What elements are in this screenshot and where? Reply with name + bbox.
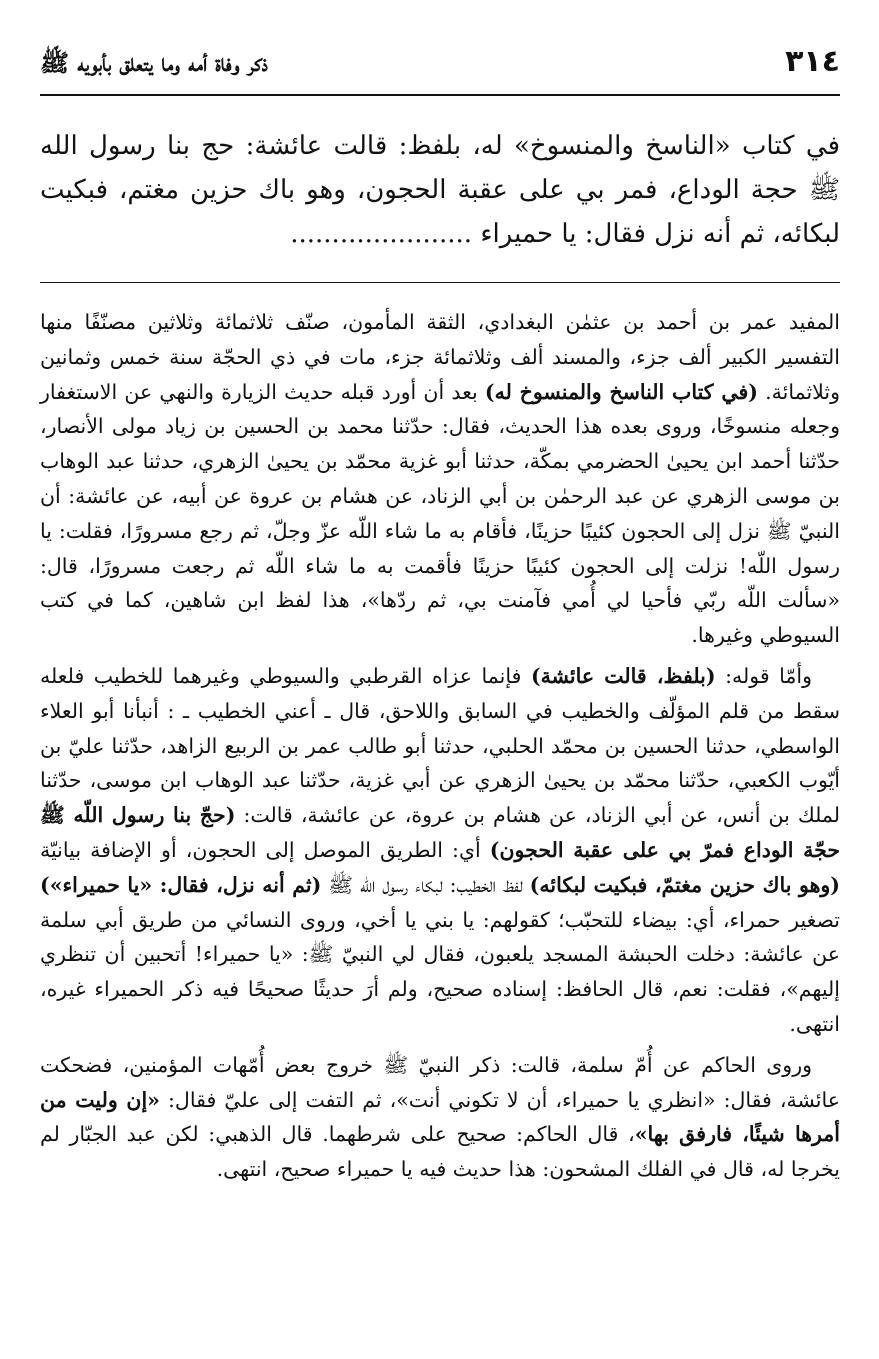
text-run: وأمّا قوله:: [715, 663, 813, 688]
running-title: ذكر وفاة أمه وما يتعلق بأبويه ﷺ: [40, 48, 268, 77]
book-page: [40, 44, 840, 1193]
text-run: ، قال الحاكم: صحيح على شرطهما. قال الذهبي: لكن عبد الجبّار لم يخرجا له، قال في الفلك المشحون: هذا حديث فيه يا حميراء صحيح، انتهى.: [40, 1122, 840, 1182]
text-run: أي: الطريق الموصل إلى الحجون، أو الإضافة بيانيّة: [40, 837, 490, 862]
bold-phrase: «إن وليت من أمرها شيئًا، فارفق بها»: [40, 1087, 840, 1147]
bold-phrase: (حجّ بنا رسول اللّه ﷺ حجّة الوداع فمرّ بي على عقبة الحجون): [40, 803, 841, 862]
bold-phrase: (بلفظ، قالت عائشة): [530, 663, 716, 688]
bold-phrase: (ثم أنه نزل، فقال: «يا حميراء»): [40, 872, 322, 897]
main-text: [40, 124, 840, 256]
page-number: ٣١٤: [785, 44, 840, 79]
text-run: فإنما عزاه القرطبي والسيوطي وغيرهما للخطيب فلعله سقط من قلم المؤلّف والخطيب في السابق واللاحق، قال ـ أعني الخطيب ـ : أنبأنا أبو العلاء الواسطي، حدثنا الحسين بن محمّد الحلبي، حدثنا أبو طالب عمر بن الربيع الزاهد، حدّثنا عليّ بن أيّوب الكعبي، حدّثنا محمّد بن يحيىٰ الزهري عن أبي غزية، حدّثنا عبد الوهاب ابن موسى، حدّثنا لملك بن أنس، عن أبي الزناد، عن هشام بن عروة، عن عائشة، قالت:: [40, 663, 841, 828]
footnote-paragraph-3: [40, 1048, 840, 1187]
text-run: وروى الحاكم عن أُمّ سلمة، قالت: ذكر النبيّ ﷺ خروج بعض أُمّهات المؤمنين، فضحكت عائشة، فقال: «انظري يا حميراء، أن لا تكوني أنت»، ثم التفت إلى عليّ فقال:: [40, 1052, 840, 1112]
text-run: لفظ الخطيب: لبكاء رسول اللّه ﷺ: [321, 872, 530, 897]
page-header: [40, 44, 840, 96]
footnote-section: [40, 305, 840, 1187]
bold-phrase: (وهو باك حزين مغتمّ، فبكيت لبكائه): [529, 872, 840, 897]
main-paragraph: في كتاب «الناسخ والمنسوخ» له، بلفظ: قالت عائشة: حج بنا رسول الله ﷺ حجة الوداع، فمر بي على عقبة الحجون، وهو باك حزين مغتم، فبكيت لبكائه، ثم أنه نزل فقال: يا حميراء ......................: [40, 131, 840, 249]
footnote-paragraph-1: [40, 305, 840, 653]
footnote-paragraph-2: [40, 659, 840, 1042]
bold-phrase: (في كتاب الناسخ والمنسوخ له): [484, 379, 758, 404]
text-run: بعد أن أورد قبله حديث الزيارة والنهي عن الاستغفار وجعله منسوخًا، وروى بعده هذا الحديث، فقال: حدّثنا محمد بن الحسين بن زياد مولى الأنصار، حدّثنا أحمد ابن يحيىٰ الحضرمي بمكّة، حدثنا أبو غزية محمّد بن يحيىٰ الزهري، حدثنا عبد الوهاب بن موسى الزهري عن عبد الرحمٰن بن أبي الزناد، عن هشام بن عروة عن أبيه، عن عائشة: أن النبيّ ﷺ نزل إلى الحجون كئيبًا حزينًا، فأقام به ما شاء اللّه عزّ وجلّ، ثم رجع مسرورًا، فقلت: يا رسول اللّه! نزلت إلى الحجون كئيبًا حزينًا فأقمت به ما شاء اللّه ثم رجعت مسرورًا، قال: «سألت اللّه ربّي فأحيا لي أُمي فآمنت بي، ثم ردّها»، هذا لفظ ابن شاهين، كما في كتب السيوطي وغيرها.: [40, 379, 840, 648]
text-run: المفيد عمر بن أحمد بن عثمٰن البغدادي، الثقة المأمون، صنّف ثلاثمائة وثلاثين مصنّفًا منها التفسير الكبير ألف جزء، والمسند ألف وثلاثمائة جزء، مات في ذي الحجّة سنة خمس وثمانين وثلاثمائة.: [40, 310, 840, 404]
text-run: تصغير حمراء، أي: بيضاء للتحبّب؛ كقولهم: يا بني يا أخي، وروى النسائي من طريق أبي سلمة عن عائشة: دخلت الحبشة المسجد يلعبون، فقال لي النبيّ ﷺ: «يا حميراء! أتحبين أن تنظري إليهم»، فقلت: نعم، قال الحافظ: إسناده صحيح، ولم أرَ حديثًا صحيحًا فيه ذكر الحميراء غيره، انتهى.: [40, 907, 840, 1036]
footnote-separator: [40, 282, 840, 283]
